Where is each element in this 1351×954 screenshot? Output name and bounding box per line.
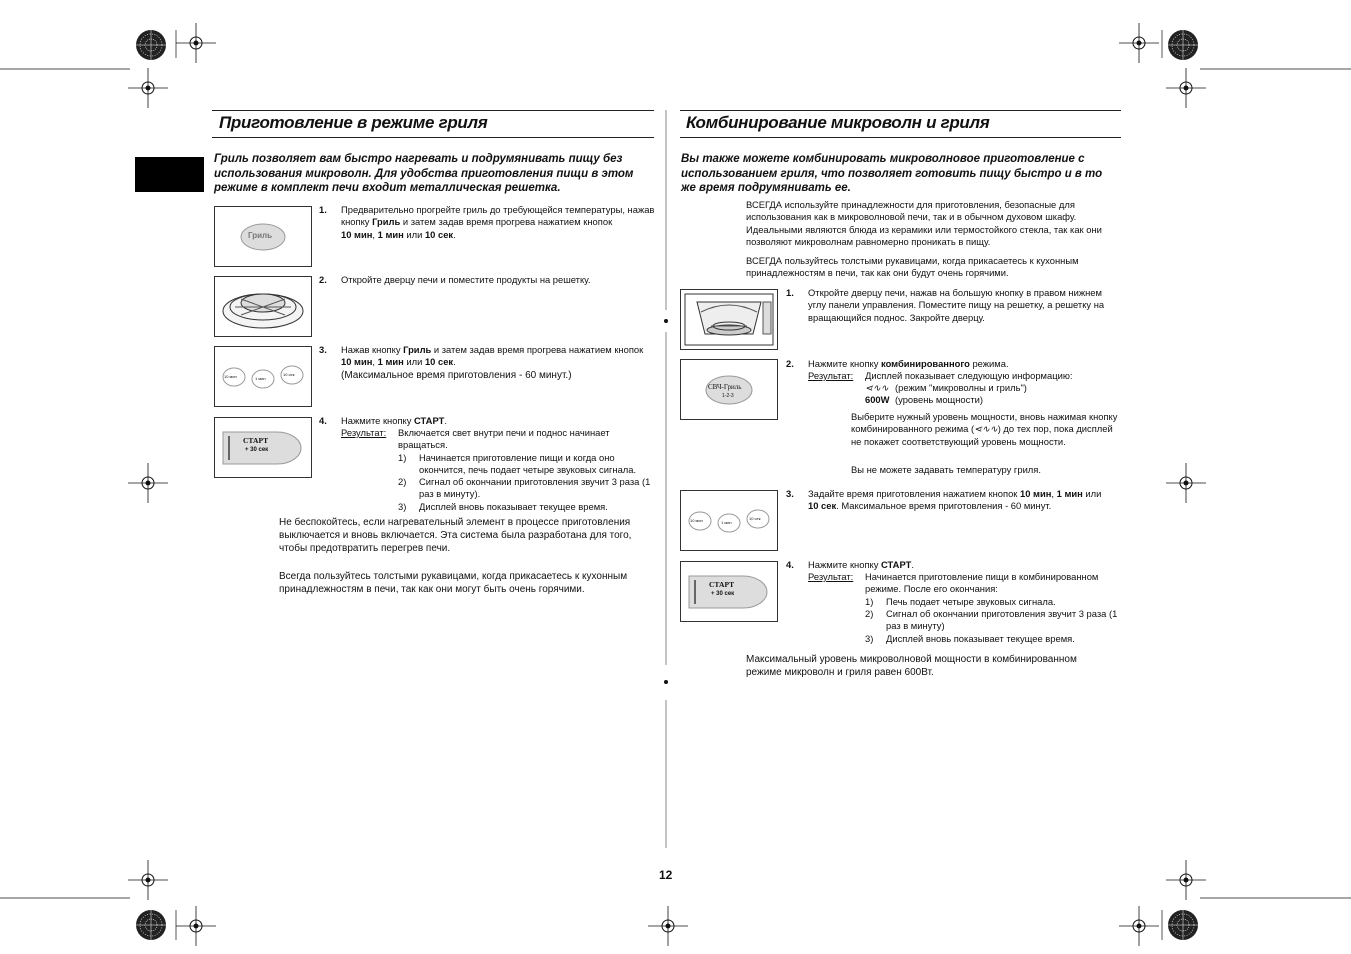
key-label: 10 мин (224, 374, 237, 379)
registration-cross-icon (128, 860, 168, 900)
step-number: 2. (319, 274, 327, 285)
grill-microwave-icon: ⋖∿∿ (974, 423, 998, 435)
key-label: 10 сек (749, 516, 761, 521)
title-rule-top (212, 110, 654, 111)
list-item: Начинается приготовление пищи и когда оно окончится, печь подает четыре звуковых сигнала. (419, 452, 637, 476)
registration-star-icon (136, 30, 166, 60)
left-note-2: Всегда пользуйтесь толстыми рукавицами, когда прикасаетесь к кухонным принадлежностям в печи, так как они могут быть очень горячими. (279, 571, 628, 595)
start-plus30-label: + 30 сек (711, 591, 735, 597)
right-step2-result: Дисплей показывает следующую информацию: (865, 370, 1073, 381)
registration-cross-icon (1119, 906, 1159, 946)
registration-star-icon (1168, 30, 1198, 60)
right-step2-text: Нажмите кнопку комбинированного режима. (808, 358, 1009, 369)
combi-button-sub: 1-2-3 (722, 393, 734, 399)
step-number: 4. (786, 559, 794, 570)
right-step1-text: Откройте дверцу печи, нажав на большую кнопку в правом нижнем углу панели управления. Поместите пищу на решетку, а решетку на вращающийся поднос. Закройте дверцу. (808, 287, 1105, 323)
right-paragraph-1: ВСЕГДА используйте принадлежности для приготовления, безопасные для использования как в микроволновой печи, так и в обычном духовом шкафу. Идеальными являются блюда из керамики или термостойкого стекла, так как они позволяют микроволнам равномерно проникать в пищу. (746, 199, 1102, 248)
left-page-title: Приготовление в режиме гриля (219, 113, 488, 132)
list-number: 1) (865, 596, 874, 607)
list-number: 3) (865, 633, 874, 644)
left-step4-result: Включается свет внутри печи и поднос начинает вращаться. (398, 427, 610, 451)
oven-image (680, 289, 778, 350)
registration-cross-icon (176, 23, 216, 63)
right-intro: Вы также можете комбинировать микроволновое приготовление с использованием гриля, что позволяет готовить пищу быстро и в то же время подрумянивать ее. (681, 153, 1103, 195)
step-number: 4. (319, 415, 327, 426)
registration-cross-icon (1166, 68, 1206, 108)
registration-star-icon (1168, 910, 1198, 940)
registration-cross-icon (1119, 23, 1159, 63)
registration-cross-icon (176, 906, 216, 946)
rack-on-turntable-icon (215, 277, 311, 336)
list-number: 3) (398, 501, 407, 512)
oven-interior-icon (681, 290, 777, 349)
grill-microwave-icon: ⋖∿∿ (865, 382, 889, 393)
step-number: 2. (786, 358, 794, 369)
left-step3-note: (Максимальное время приготовления - 60 минут.) (341, 370, 572, 381)
list-item: Сигнал об окончании приготовления звучит 3 раза (1 раз в минуту) (886, 608, 1118, 632)
step-number: 1. (319, 204, 327, 215)
step-number: 3. (319, 344, 327, 355)
right-step2-mode: (режим "микроволны и гриль") (895, 382, 1027, 393)
right-paragraph-2: ВСЕГДА пользуйтесь толстыми рукавицами, когда прикасаетесь к кухонным принадлежностям в печи, так как они будут очень горячими. (746, 255, 1079, 279)
key-label: 1 мин (721, 520, 732, 525)
list-number: 2) (398, 476, 407, 487)
right-note: Максимальный уровень микроволновой мощности в комбинированном режиме микроволн и гриля равен 600Вт. (746, 654, 1077, 678)
section-tab (135, 157, 204, 192)
registration-cross-icon (1166, 463, 1206, 503)
combi-button-label: СВЧ-Гриль (708, 383, 742, 391)
start-button-label: СТАРТ (243, 436, 269, 445)
key-label: 1 мин (255, 376, 266, 381)
title-rule-bottom (680, 137, 1121, 138)
left-step4-text: Нажмите кнопку СТАРТ. (341, 415, 447, 426)
list-number: 2) (865, 608, 874, 619)
start-button-image (680, 561, 778, 622)
start-plus30-label: + 30 сек (245, 447, 269, 453)
power-text: (уровень мощности) (895, 394, 983, 405)
list-item: Дисплей вновь показывает текущее время. (419, 501, 608, 512)
registration-cross-icon (648, 906, 688, 946)
combi-button-image (680, 359, 778, 420)
time-keys-image (680, 490, 778, 551)
rack-image (214, 276, 312, 337)
key-label: 10 мин (690, 518, 703, 523)
grill-button-image (214, 206, 312, 267)
power-value: 600W (865, 394, 890, 405)
left-step2-text: Откройте дверцу печи и поместите продукты на решетку. (341, 274, 591, 285)
right-step3-text: Задайте время приготовления нажатием кнопок 10 мин, 1 мин или 10 сек. Максимальное время приготовления - 60 минут. (808, 488, 1102, 512)
key-label: 10 сек (283, 372, 295, 377)
step-number: 1. (786, 287, 794, 298)
right-step4-text: Нажмите кнопку СТАРТ. (808, 559, 914, 570)
start-button-image (214, 417, 312, 478)
title-rule-bottom (212, 137, 654, 138)
right-step2-para2: Вы не можете задавать температуру гриля. (851, 464, 1041, 475)
start-button-label: СТАРТ (709, 580, 735, 589)
list-number: 1) (398, 452, 407, 463)
left-step3-text: Нажав кнопку Гриль и затем задав время прогрева нажатием кнопок 10 мин, 1 мин или 10 сек. (341, 344, 644, 368)
result-label: Результат: (341, 427, 387, 438)
left-step1-text: Предварительно прогрейте гриль до требующейся температуры, нажав кнопку Гриль и затем задав время прогрева нажатием кнопок 10 мин, 1 мин или 10 сек. (341, 204, 655, 240)
time-keys-image (214, 346, 312, 407)
registration-star-icon (136, 910, 166, 940)
title-rule-top (680, 110, 1121, 111)
left-intro: Гриль позволяет вам быстро нагревать и подрумянивать пищу без использования микроволн. Для удобства приготовления пищи в этом режиме в комплект печи входит металлическая решетка. (214, 153, 634, 195)
step-number: 3. (786, 488, 794, 499)
right-step4-result: Начинается приготовление пищи в комбинированном режиме. После его окончания: (865, 571, 1099, 595)
registration-cross-icon (1166, 860, 1206, 900)
list-item: Печь подает четыре звуковых сигнала. (886, 596, 1056, 607)
registration-cross-icon (128, 68, 168, 108)
result-label: Результат: (808, 571, 854, 582)
right-step2-para1: Выберите нужный уровень мощности, вновь нажимая кнопку комбинированного режима (⋖∿∿) до тех пор, пока дисплей не покажет соответствующий уровень мощности. (851, 411, 1118, 447)
result-label: Результат: (808, 370, 854, 381)
registration-cross-icon (128, 463, 168, 503)
list-item: Сигнал об окончании приготовления звучит 3 раза (1 раз в минуту). (419, 476, 651, 500)
left-note-1: Не беспокойтесь, если нагревательный элемент в процессе приготовления выключается и вновь включается. Эта система была разработана для того, чтобы предотвратить перегрев печи. (279, 517, 632, 554)
list-item: Дисплей вновь показывает текущее время. (886, 633, 1075, 644)
grill-button-label: Гриль (248, 231, 273, 240)
right-page-title: Комбинирование микроволн и гриля (686, 113, 990, 132)
page-number: 12 (659, 868, 673, 882)
